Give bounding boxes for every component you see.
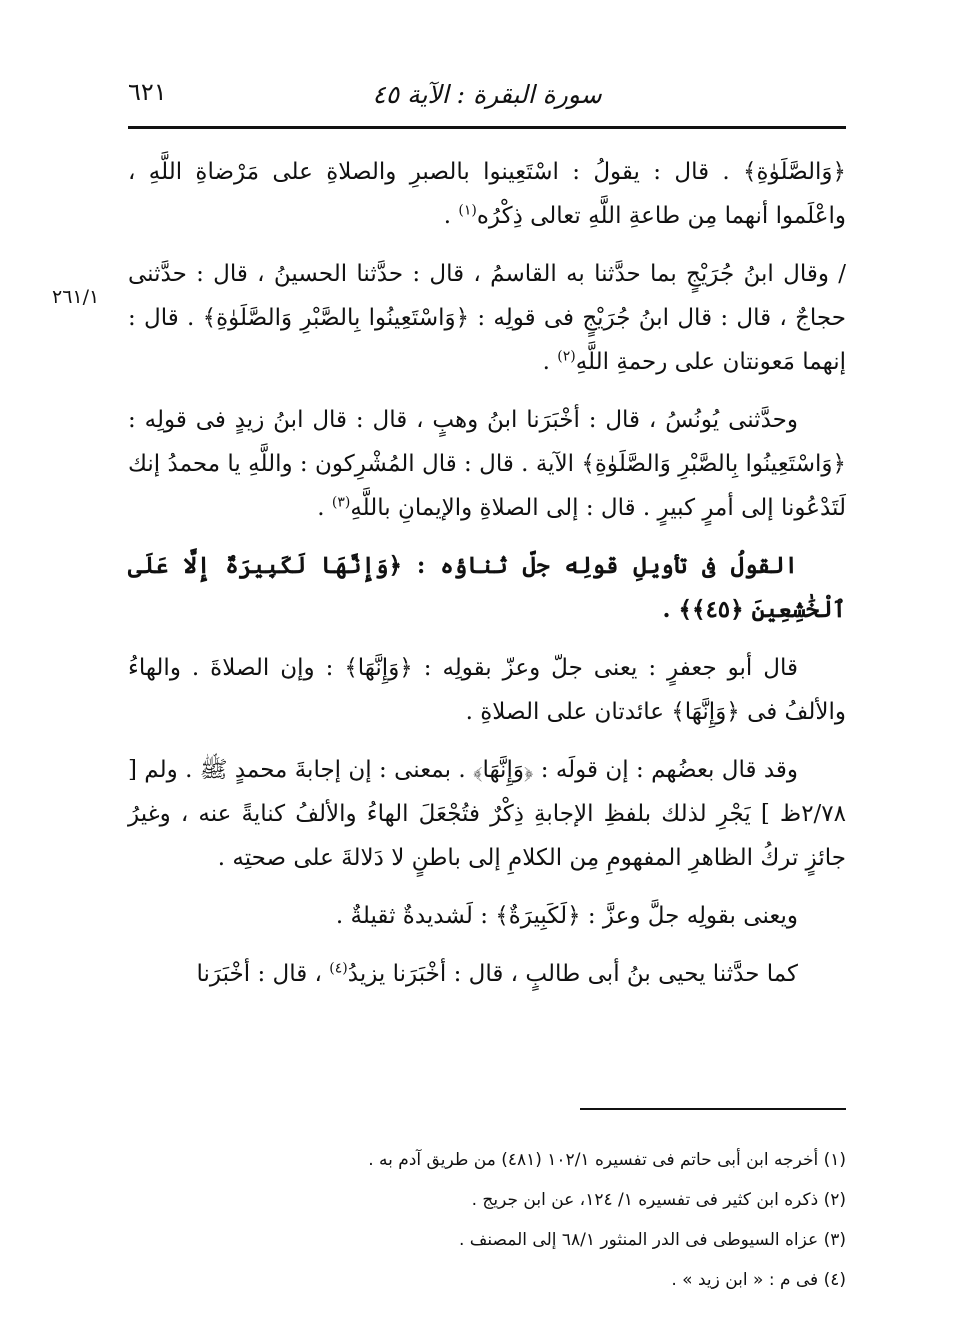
paragraph-text: ويعنى بقولِه جلَّ وعزَّ : ﴿لَكَبِيرَةٌ﴾ : لَشديدةٌ ثقيلةٌ . bbox=[335, 903, 798, 929]
paragraph bbox=[128, 894, 846, 938]
margin-reference: ٢٦١/١ bbox=[52, 286, 100, 308]
paragraph-text: ﴿وَالصَّلَوٰةِ﴾ . قال : يقولُ : اسْتَعِينوا بالصبرِ والصلاةِ على مَرْضاةِ اللَّهِ ، واعْلَموا أنهما مِن طاعةِ اللَّهِ تعالى ذِكْرُه bbox=[128, 159, 846, 229]
footnote-rule bbox=[580, 1108, 846, 1110]
paragraph-end: ، قال : أخْبَرَنا bbox=[196, 961, 330, 987]
footnote-marker: (١) bbox=[458, 202, 477, 219]
heading-text: القولُ فى تأويلِ قولِه جلّ ثناؤه : ﴿وَإِنَّهَا لَكَبِيرَةٌ إِلَّا عَلَى ٱلْخَٰشِعِينَ ﴿٤٥﴾﴾ . bbox=[128, 552, 846, 623]
paragraph bbox=[128, 398, 846, 530]
footnote: (٤) فى م : « ابن زيد » . bbox=[671, 1270, 846, 1290]
paragraph bbox=[128, 150, 846, 238]
footnote-marker: (٢) bbox=[557, 348, 576, 365]
footnotes bbox=[128, 1140, 846, 1300]
main-text bbox=[128, 150, 846, 1010]
footnote: (١) أخرجه ابن أبى حاتم فى تفسيره ١٠٢/١ (٤٨١) من طريق آدم به . bbox=[368, 1150, 846, 1170]
paragraph bbox=[128, 952, 846, 996]
paragraph bbox=[128, 748, 846, 880]
paragraph-text: قال أبو جعفرٍ : يعنى جلّ وعزّ بقولِه : ﴿وَإِنَّهَا﴾ : وإن الصلاةَ . والهاءُ والألفُ فى ﴿وَإِنَّهَا﴾ عائدتان على الصلاةِ . bbox=[128, 655, 846, 725]
paragraph-text: / وقال ابنُ جُرَيْجٍ بما حدَّثنا به القاسمُ ، قال : حدَّثنا الحسينُ ، قال : حدَّثنى حجاجٌ ، قال : قال ابنُ جُرَيْجٍ فى قولِه : ﴿وَاسْتَعِينُوا بِالصَّبْرِ وَالصَّلَوٰةِ﴾ . قال : إنهما مَعونتان على رحمةِ اللَّهِ bbox=[128, 261, 846, 375]
page-header bbox=[128, 70, 846, 126]
paragraph bbox=[128, 646, 846, 734]
paragraph-end: . bbox=[443, 203, 459, 229]
footnote-marker: (٤) bbox=[329, 960, 348, 977]
paragraph-end: . bbox=[542, 349, 558, 375]
paragraph-text: وحدَّثنى يُونُسُ ، قال : أخْبَرَنا ابنُ وهبٍ ، قال : قال ابنُ زيدٍ فى قولِه : ﴿وَاسْتَعِينُوا بِالصَّبْرِ وَالصَّلَوٰةِ﴾ الآية . قال : قال المُشْرِكون : واللَّهِ يا محمدُ إنك لَتَدْعُونا إلى أمرٍ كبيرٍ . قال : إلى الصلاةِ والإيمانِ باللَّهِ bbox=[128, 407, 846, 521]
footnote-marker: (٣) bbox=[331, 494, 351, 511]
footnote: (٣) عزاه السيوطى فى الدر المنثور ٦٨/١ إلى المصنف . bbox=[459, 1230, 846, 1250]
footnote: (٢) ذكره ابن كثير فى تفسيره ١/ ١٢٤، عن ابن جريج . bbox=[471, 1190, 846, 1210]
section-heading bbox=[128, 544, 846, 632]
paragraph-end: . bbox=[317, 495, 332, 521]
paragraph-text: وقد قال بعضُهم : إن قولَه : ﴿وَإِنَّهَا﴾ . بمعنى : إن إجابةَ محمدٍ ﷺ . ولم [ ٢/٧٨ظ ] يَجْرِ لذلك بلفظِ الإجابةِ ذِكْرٌ فتُجْعَلَ الهاءُ والألفُ كنايةً عنه ، وغيرُ جائزٍ تركُ الظاهرِ المفهومِ مِن الكلامِ إلى باطنٍ لا دَلالةَ على صحتِه . bbox=[128, 757, 846, 871]
header-rule bbox=[128, 126, 846, 129]
running-title: سورة البقرة : الآية ٤٥ bbox=[372, 80, 602, 109]
paragraph bbox=[128, 252, 846, 384]
page-number: ٦٢١ bbox=[128, 78, 167, 106]
paragraph-text: كما حدَّثنا يحيى بنُ أبى طالبٍ ، قال : أخْبَرَنا يزيدُ bbox=[347, 961, 798, 987]
